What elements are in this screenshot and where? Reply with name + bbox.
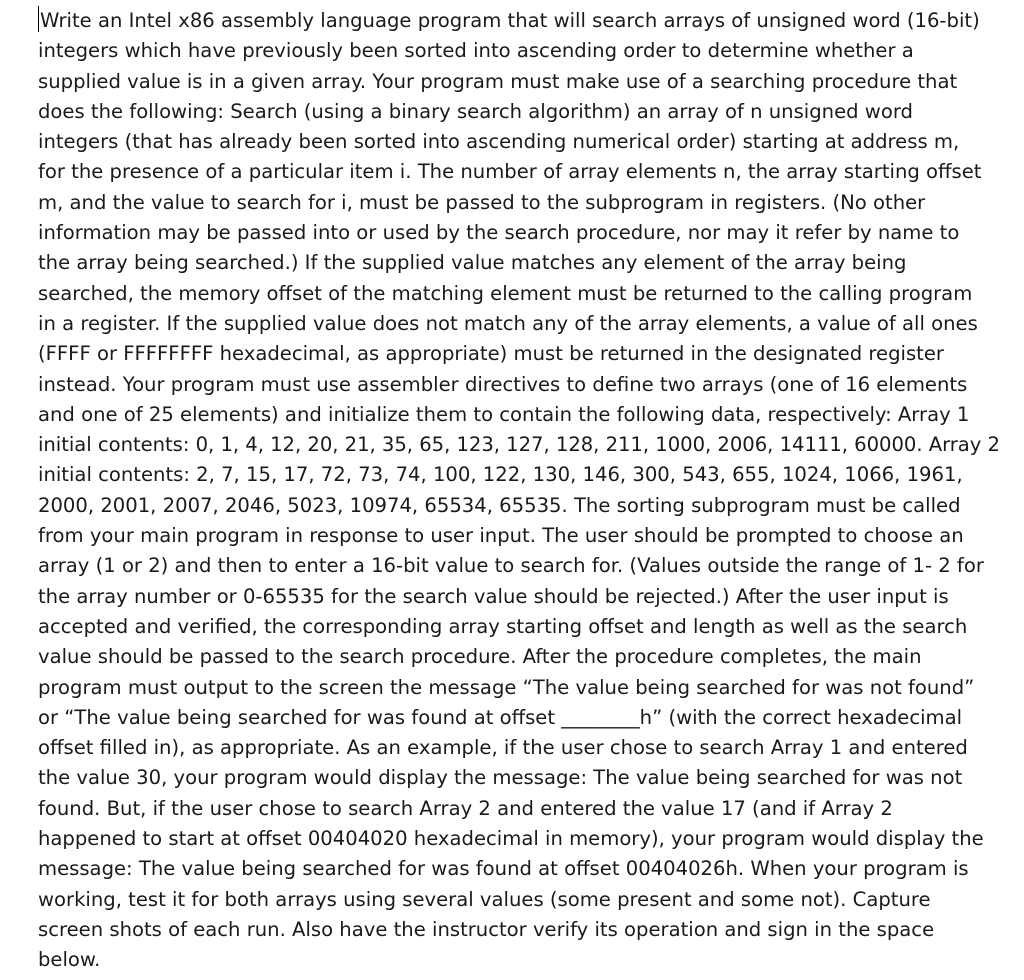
text-line: does the following: Search (using a binary search algorithm) an array of n unsigned word bbox=[38, 99, 913, 123]
text-line: 2000, 2001, 2007, 2046, 5023, 10974, 65534, 65535. The sorting subprogram must be called bbox=[38, 493, 961, 517]
text-line: initial contents: 0, 1, 4, 12, 20, 21, 35, 65, 123, 127, 128, 211, 1000, 2006, 14111, 60000. Array 2 bbox=[38, 433, 1000, 457]
text-line: (FFFF or FFFFFFFF hexadecimal, as appropriate) must be returned in the designated register bbox=[38, 342, 944, 366]
text-line: the value 30, your program would display the message: The value being searched for was not bbox=[38, 766, 963, 790]
text-line: from your main program in response to user input. The user should be prompted to choose an bbox=[38, 524, 964, 548]
text-cursor bbox=[38, 6, 39, 32]
text-line: integers (that has already been sorted into ascending numerical order) starting at address m, bbox=[38, 130, 960, 154]
text-line: accepted and verified, the corresponding array starting offset and length as well as the search bbox=[38, 614, 968, 638]
text-line: offset filled in), as appropriate. As an example, if the user chose to search Array 1 and entered bbox=[38, 736, 968, 760]
text-line: integers which have previously been sorted into ascending order to determine whether a bbox=[38, 39, 914, 63]
text-line: program must output to the screen the message “The value being searched for was not found” bbox=[38, 675, 975, 699]
text-line: below. bbox=[38, 948, 101, 972]
text-line: searched, the memory offset of the matching element must be returned to the calling program bbox=[38, 281, 973, 305]
text-line: Write an Intel x86 assembly language program that will search arrays of unsigned word (16-bit) bbox=[38, 6, 1000, 36]
text-line: m, and the value to search for i, must be passed to the subprogram in registers. (No other bbox=[38, 190, 926, 214]
text-line: value should be passed to the search procedure. After the procedure completes, the main bbox=[38, 645, 922, 669]
text-line: array (1 or 2) and then to enter a 16-bit value to search for. (Values outside the range of 1- 2 for bbox=[38, 554, 984, 578]
text-line: found. But, if the user chose to search Array 2 and entered the value 17 (and if Array 2 bbox=[38, 796, 893, 820]
text-line: in a register. If the supplied value does not match any of the array elements, a value of all ones bbox=[38, 311, 978, 335]
assignment-text bbox=[38, 6, 1000, 976]
text-line: supplied value is in a given array. Your program must make use of a searching procedure that bbox=[38, 69, 958, 93]
text-line: happened to start at offset 00404020 hexadecimal in memory), your program would display the bbox=[38, 827, 984, 851]
text-line: and one of 25 elements) and initialize them to contain the following data, respectively: Array 1 bbox=[38, 402, 970, 426]
text-line: screen shots of each run. Also have the instructor verify its operation and sign in the space bbox=[38, 917, 935, 941]
text-line: information may be passed into or used by the search procedure, nor may it refer by name to bbox=[38, 221, 960, 245]
text-line: for the presence of a particular item i. The number of array elements n, the array starting offset bbox=[38, 160, 982, 184]
text-line: message: The value being searched for was found at offset 00404026h. When your program is bbox=[38, 857, 969, 881]
text-line: or “The value being searched for was found at offset ________h” (with the correct hexadecimal bbox=[38, 705, 963, 729]
text-line: the array number or 0-65535 for the search value should be rejected.) After the user input is bbox=[38, 584, 949, 608]
text-line: initial contents: 2, 7, 15, 17, 72, 73, 74, 100, 122, 130, 146, 300, 543, 655, 1024, 1066, 1961, bbox=[38, 463, 963, 487]
text-line: the array being searched.) If the supplied value matches any element of the array being bbox=[38, 251, 907, 275]
text-line: instead. Your program must use assembler directives to define two arrays (one of 16 elements bbox=[38, 372, 968, 396]
text-line: working, test it for both arrays using several values (some present and some not). Capture bbox=[38, 887, 931, 911]
